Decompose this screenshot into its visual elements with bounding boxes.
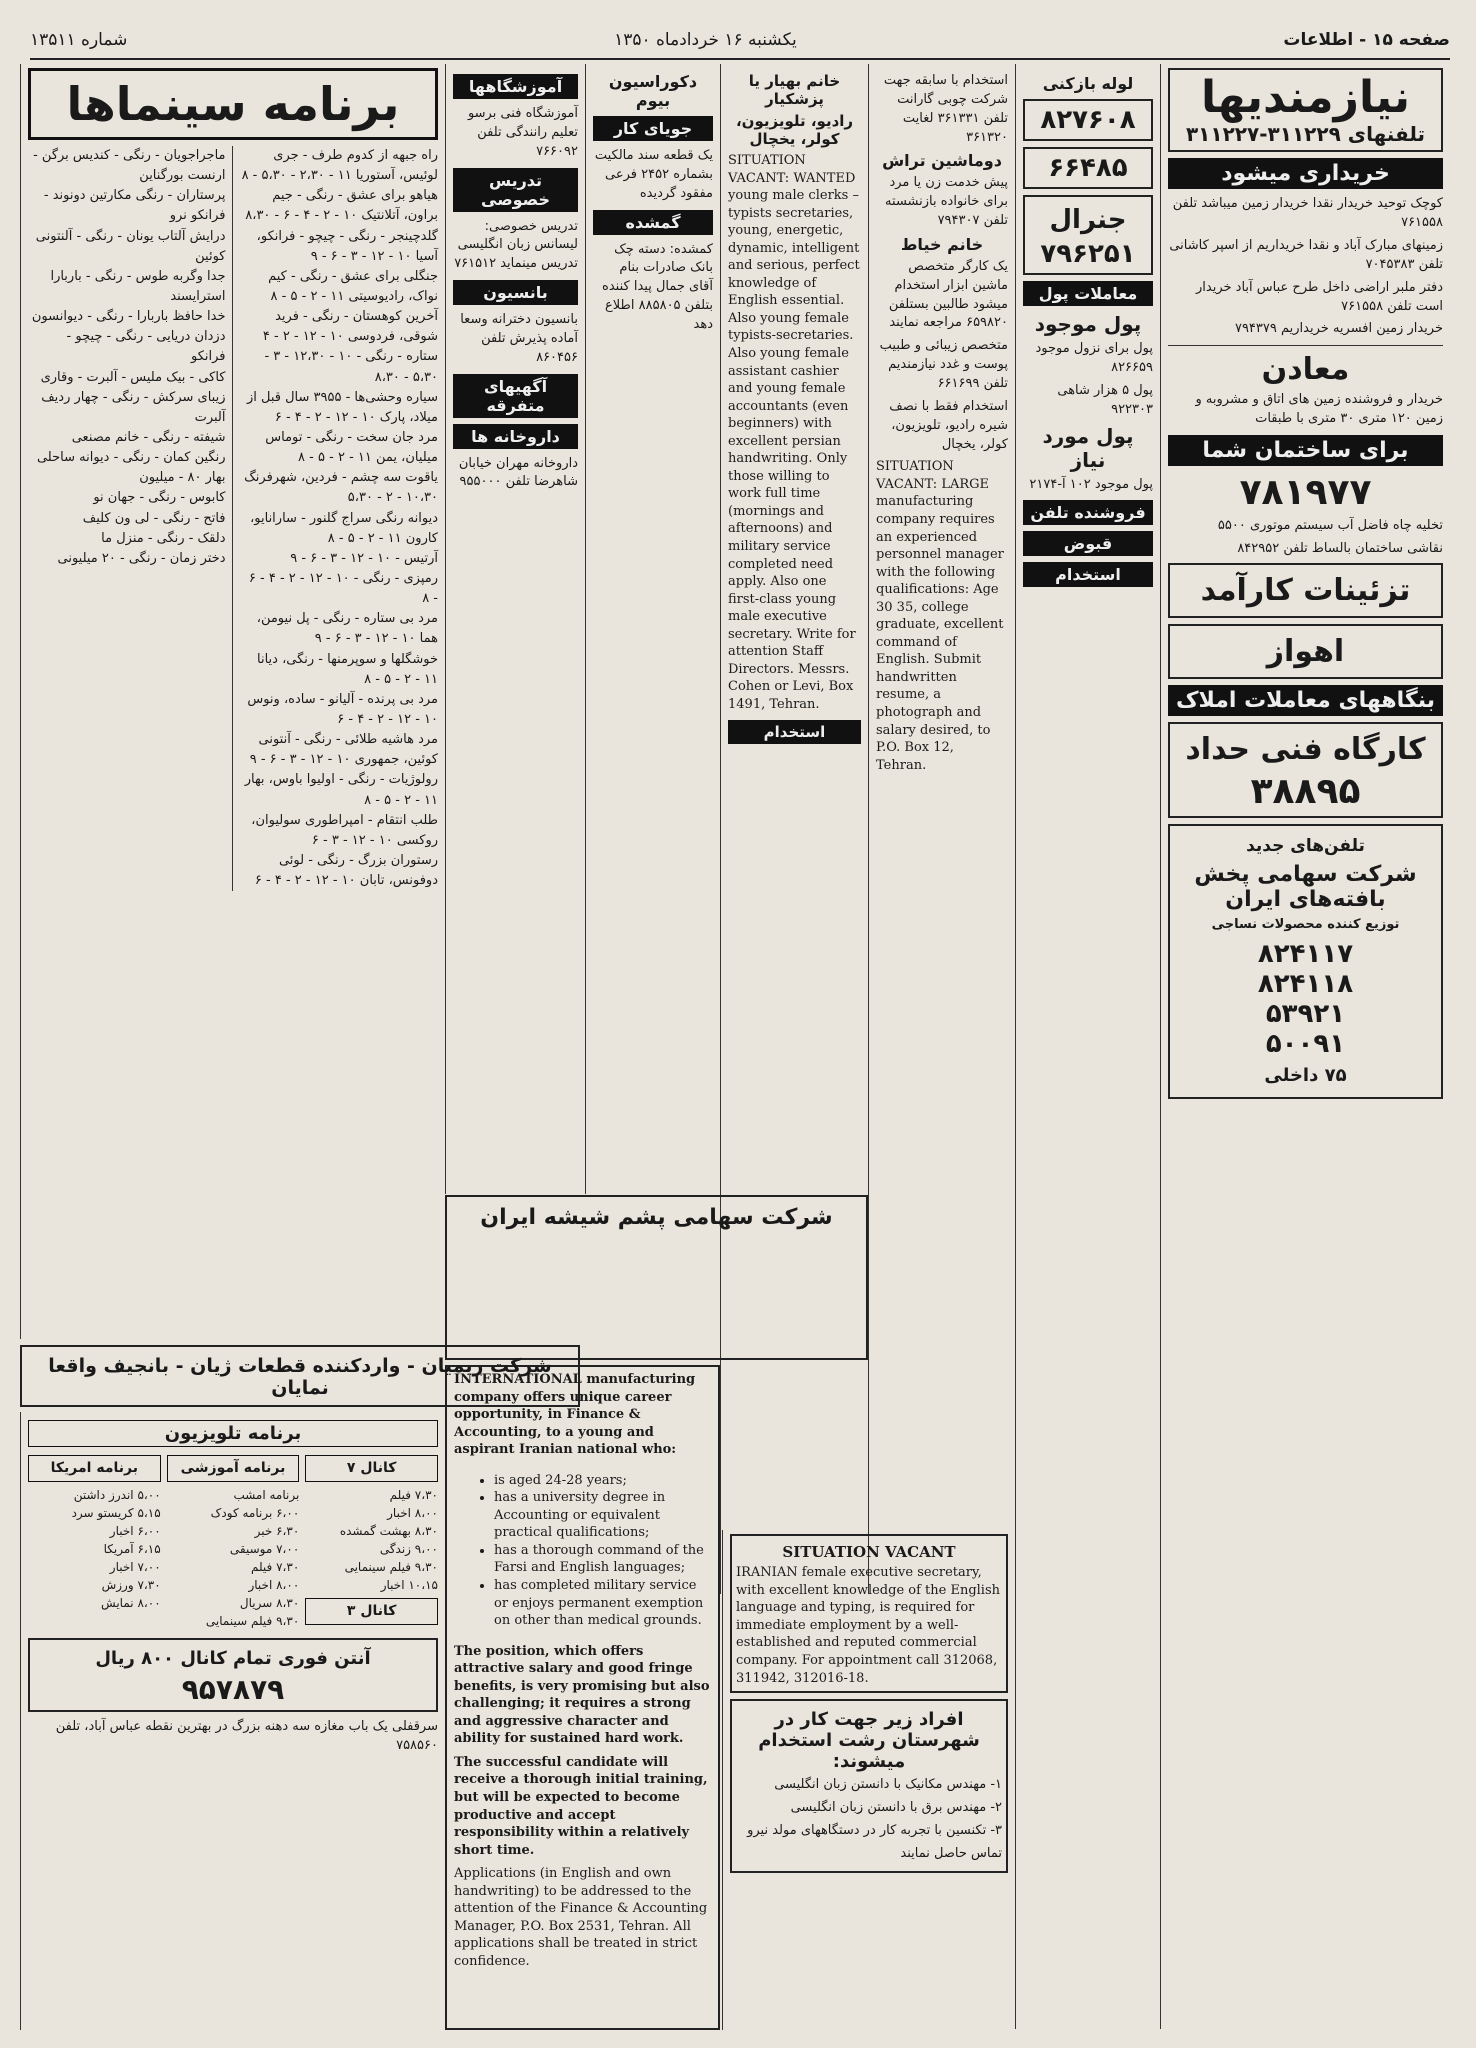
antenna-text: آنتن فوری تمام کانال ۸۰۰ ریال	[95, 1648, 371, 1669]
cinema-item: بهار ۸۰ - میلیون	[139, 470, 226, 486]
tv-item: ۷،۳۰ فیلم	[389, 1488, 438, 1502]
intl-para: The successful candidate will receive a thorough initial training, but will be expected to become productive and accept responsibility within a relatively short time.	[454, 1754, 708, 1858]
classifieds-title: نیازمندیها	[1200, 72, 1411, 123]
radio-label: رادیو، تلویزیون، کولر، یخچال	[735, 112, 854, 148]
cinema-item: رنگین کمان - رنگی - دیوانه ساحلی	[36, 450, 226, 466]
tv-item: ۷،۳۰ فیلم	[250, 1560, 300, 1574]
vacancy2-heading: SITUATION VACANT	[782, 1543, 956, 1561]
antenna-phone: ۹۵۷۸۷۹	[181, 1673, 285, 1706]
bearing-label: دکوراسیون بیوم	[608, 72, 698, 110]
cinema-item: راه جبهه از کدوم طرف - جری لوئیس، آستوریا ۱۱ - ۲،۳۰ - ۵،۳۰ - ۸	[241, 148, 438, 184]
intl-point: • has completed military service or enjoys permanent exemption on other than medical grounds.	[494, 1577, 711, 1630]
cinema-item: مرد بی ستاره - رنگی - پل نیومن، هما ۱۰ - ۱۲ - ۳ - ۶ - ۹	[256, 611, 438, 647]
tv-item: ۸،۳۰ سریال	[239, 1596, 300, 1610]
tv-edu: برنامه آموزشی	[167, 1455, 300, 1482]
textile-box	[1168, 824, 1443, 1100]
section-decor: تزئینات کارآمد	[1200, 572, 1411, 608]
column-education	[445, 64, 585, 1194]
intl-points	[454, 1472, 711, 1630]
tv-col-c	[28, 1451, 161, 1630]
tv-channel7: کانال ۷	[305, 1455, 438, 1482]
section-sale: فروشنده تلفن	[1023, 500, 1153, 525]
page-header	[30, 22, 1450, 60]
tv-item: ۹،۳۰ فیلم سینمایی	[205, 1614, 300, 1628]
column-tv	[20, 1412, 445, 2030]
tv-item: ۸،۳۰ بهشت گمشده	[339, 1524, 438, 1538]
cinema-item: آخرین کوهستان - رنگی - فرید شوقی، فردوسی ۱۰ - ۱۲ - ۲ - ۴	[262, 309, 438, 345]
cinema-item: زیبای سرکش - رنگی - چهار ردیف آلبرت	[41, 389, 226, 425]
cinema-item: ستاره - رنگی - ۱۰ - ۱۲،۳۰ - ۳ - ۵،۳۰ - ۸،۳۰	[264, 349, 438, 385]
section-ahvaz: اهواز	[1266, 633, 1345, 669]
cinema-item: کابوس - رنگی - جهان نو	[93, 490, 226, 506]
cinema-item: هیاهو برای عشق - رنگی - جیم براون، آتلانتیک ۱۰ - ۲ - ۴ - ۶ - ۸،۳۰	[245, 188, 438, 224]
new-phone: ۸۲۴۱۱۷	[1257, 939, 1354, 970]
tv-item: ۵،۰۰ اندرز داشتن	[73, 1488, 161, 1502]
cinema-item: رمپزی - رنگی - ۱۰ - ۱۲ - ۲ - ۴ - ۶ - ۸	[248, 570, 438, 607]
cinema-item: خدا حافظ باربارا - رنگی - دیوانسون	[31, 309, 226, 325]
rasht-item: ۳- تکنسین با تجربه کار در دستگاههای مولد نیرو	[747, 1822, 1002, 1838]
section-lady: بانسیون	[453, 280, 578, 305]
new-phones-label: تلفن‌های جدید	[1246, 835, 1365, 856]
section-private: تدریس خصوصی	[453, 168, 578, 212]
tv-item: ۹،۰۰ زندگی	[379, 1542, 438, 1556]
pool-found: پول موجود	[1034, 312, 1142, 337]
employ-ad: متخصص زیبائی و طبیب پوست و غدد نیازمندیم تلفن ۶۶۱۶۹۹	[879, 338, 1008, 391]
column-pipes	[1015, 64, 1160, 2029]
tv-item: ۸،۰۰ نمایش	[101, 1596, 161, 1610]
pipe-phone: ۶۶۴۸۵	[1048, 153, 1128, 184]
tv-item: ۶،۰۰ اخبار	[109, 1524, 161, 1538]
shop-sale-ad: سرقفلی یک باب مغازه سه دهنه بزرگ در بهترین نقطه عباس آباد، تلفن ۷۵۸۵۶۰	[55, 1719, 438, 1753]
cinema-list-b	[28, 146, 233, 891]
ad-item: نقاشی ساختمان بالساط تلفن ۸۴۲۹۵۲	[1237, 540, 1443, 556]
textile-sub: توزیع کننده محصولات نساجی	[1211, 917, 1400, 933]
tv-col-a	[305, 1451, 438, 1630]
misc-ad: یک قطعه سند مالکیت بشماره ۲۴۵۲ فرعی مفقود گردیده	[594, 148, 713, 201]
tv-item: ۶،۰۰ برنامه کودک	[210, 1506, 300, 1520]
intl-point: • is aged 24-28 years;	[494, 1472, 711, 1490]
cinema-item: دلقک - رنگی - منزل ما	[101, 530, 226, 546]
cinema-list-a	[241, 146, 439, 891]
rimian-ad	[20, 1345, 580, 1407]
ext-label: ۷۵ داخلی	[1264, 1065, 1347, 1087]
rasht-item: ۲- مهندس برق با دانستن زبان انگلیسی	[790, 1799, 1002, 1815]
tv-tonight: برنامه امشب	[233, 1488, 300, 1502]
column-vacancy-rasht	[722, 1530, 1015, 2030]
pipe-box	[1023, 195, 1153, 275]
pipe-phone: ۷۹۶۲۵۱	[1040, 239, 1136, 270]
intl-para: Applications (in English and own handwriting) to be addressed to the attention of the Finance & Accounting Manager, P.O. Box 2531, Tehran. All applications shall be treated in strict confidence.	[454, 1866, 708, 1969]
cinema-item: جدا وگربه طوس - رنگی - باربارا استرایسند	[50, 268, 226, 304]
intl-ad-box	[445, 1365, 720, 2030]
tv-item: ۷،۰۰ اخبار	[109, 1560, 161, 1574]
ad-item: دفتر ملبر اراضی داخل طرح عباس آباد خریدار است تلفن ۷۶۱۵۵۸	[1196, 279, 1443, 314]
cinema-title: برنامه سینماها	[28, 68, 438, 140]
vacancy2-box	[730, 1534, 1008, 1693]
section-pipes: لوله بازکنی	[1042, 74, 1134, 93]
turn-label: دوماشین تراش	[882, 151, 1002, 171]
divider	[1168, 345, 1443, 346]
textile-company: شرکت سهامی پخش بافته‌های ایران	[1194, 862, 1417, 913]
intl-point: • has a thorough command of the Farsi and English languages;	[494, 1542, 711, 1577]
vacancy2-body: IRANIAN female executive secretary, with excellent knowledge of the English language and typing, is required for immediate employment by a well-established and reputed commercial company. For appointment call 312068, 311942, 312016-18.	[736, 1565, 1001, 1686]
misc-ad: آموزشگاه فنی برسو تعلیم رانندگی تلفن ۷۶۶۰۹۲	[467, 106, 578, 159]
tv-item: ۱۰،۱۵ اخبار	[380, 1578, 438, 1592]
section-money: معاملات پول	[1023, 281, 1153, 306]
classifieds-phones: تلفنهای ۳۱۱۲۲۹-۳۱۱۲۲۷	[1185, 122, 1426, 147]
column-cinema	[20, 64, 445, 1339]
ad-item: خریدار و فروشنده زمین های اتاق و مشروبه و زمین ۱۲۰ متری ۳۰ متری با طبقات	[1195, 392, 1443, 427]
misc-ad: بانسیون دخترانه وسعا آماده پذیرش تلفن ۸۶۰۴۵۶	[460, 312, 578, 365]
rasht-title: افراد زیر جهت کار در شهرستان رشت استخدام میشوند:	[758, 1709, 980, 1773]
cinema-item: مرد جان سخت - رنگی - توماس میلیان، یمن ۱۱ - ۲ - ۵ - ۸	[265, 429, 438, 466]
vacancy-english-a: SITUATION VACANT: LARGE manufacturing company requires an experienced personnel manager with the following qualifications: Age 30 35, college graduate, excellent command of English. Submit handwritten resume, a photograph and salary desired, to P.O. Box 12, Tehran.	[876, 459, 1004, 773]
tv-item: ۶،۱۵ آمریکا	[103, 1542, 161, 1556]
general-label: جنرال	[1049, 205, 1127, 236]
decor-box	[1168, 563, 1443, 618]
new-phone: ۸۲۴۱۱۸	[1257, 969, 1354, 1000]
column-classifieds-right	[1160, 64, 1450, 2029]
money-ad: پول برای نزول موجود ۸۲۶۶۵۹	[1035, 341, 1153, 376]
tv-item: ۸،۰۰ اخبار	[387, 1506, 438, 1520]
wool-title: شرکت سهامی پشم شیشه ایران	[480, 1205, 833, 1230]
antenna-ad	[28, 1638, 438, 1712]
rasht-item: ۱- مهندس مکانیک با دانستن زبان انگلیسی	[774, 1777, 1002, 1793]
tv-item: ۷،۳۰ ورزش	[101, 1578, 161, 1592]
misc-ad: داروخانه مهران خیابان شاهرضا تلفن ۹۵۵۰۰۰	[458, 455, 578, 490]
ahvaz-box	[1168, 624, 1443, 679]
cinema-item: دختر زمان - رنگی - ۲۰ میلیونی	[57, 550, 226, 566]
hadad-box	[1168, 722, 1443, 818]
cinema-item: کاکی - بیک ملیس - آلبرت - وقاری	[40, 369, 226, 385]
tv-channel3: کانال ۳	[305, 1598, 438, 1625]
section-misc: آگهیهای متفرقه	[453, 374, 578, 418]
cinema-item: طلب انتقام - امپراطوری سولیوان، روکسی ۱۰ - ۱۲ - ۳ - ۶	[251, 812, 438, 848]
column-employment	[868, 64, 1015, 1594]
cinema-item: مرد هاشیه طلائی - رنگی - آنتونی کوئین، جمهوری ۱۰ - ۱۲ - ۳ - ۶ - ۹	[249, 732, 438, 768]
cinema-item: دزدان دریایی - رنگی - چیچو - فرانکو	[66, 329, 226, 365]
section-work-seek: جویای کار	[593, 116, 713, 141]
section-realty: بنگاههای معاملات املاک	[1168, 685, 1443, 716]
khayyat-label: خانم خیاط	[900, 234, 984, 254]
ad-item: خریدار زمین افسریه خریداریم ۷۹۴۳۷۹	[1234, 321, 1443, 337]
vacancy-english-b: SITUATION VACANT: WANTED young male clerks – typists secretaries, young, energetic, dynamic, intelligent and serious, perfect knowledge of English essential. Also young female typists-secretaries. Also young female assistant cashier and young female accountants (even beginners) with excellent persian handwriting. Only those willing to work full time (mornings and afternoons) and military service completed need apply. Also one first-class young male executive secretary. Write for attention Staff Directors. Messrs. Cohen or Levi, Box 1491, Tehran.	[728, 153, 860, 712]
nurse-label: خانم بهیار یا پزشکیار	[748, 72, 841, 108]
cinema-item: جنگلی برای عشق - رنگی - کیم نواک، رادیوسیتی ۱۱ - ۲ - ۵ - ۸	[268, 268, 438, 304]
cinema-item: مرد بی پرنده - آلیانو - ساده، ونوس ۱۰ - ۱۲ - ۲ - ۴ - ۶	[247, 691, 438, 727]
page-date: یکشنبه ۱۶ خردادماه ۱۳۵۰	[614, 30, 797, 50]
misc-ad: تدریس خصوصی: لیسانس زبان انگلیسی تدریس مینماید ۷۶۱۵۱۲	[454, 218, 578, 272]
rasht-contact: تماس حاصل نمایند	[900, 1845, 1002, 1861]
section-loan: قبوض	[1023, 531, 1153, 556]
section-mines: معادن	[1261, 352, 1350, 388]
employ-ad: یک کارگر متخصص ماشین ابزار استخدام میشود طالبین بستلفن ۶۵۹۸۲۰ مراجعه نمایند	[888, 258, 1008, 331]
cinema-item: دیوانه رنگی سراج گلنور - سارانایو، کارون ۱۱ - ۲ - ۵ - ۸	[250, 510, 438, 546]
cinema-lists	[28, 146, 438, 891]
tv-title: برنامه تلویزیون	[28, 1420, 438, 1447]
cinema-item: پرستاران - رنگی مکارتین دونوند - فرانکو نرو	[43, 188, 226, 224]
section-edu: آموزشگاهها	[453, 74, 578, 99]
classifieds-banner	[1168, 68, 1443, 152]
pipe-phone: ۸۲۷۶۰۸	[1040, 105, 1136, 136]
section-pharm: داروخانه ها	[453, 424, 578, 449]
section-buyers: خریداری میشود	[1168, 158, 1443, 189]
rimian-text: شرکت ریمیان - واردکننده قطعات ژیان - بانجیف واقعا نمایان	[48, 1355, 552, 1399]
column-misc	[585, 64, 720, 1194]
cinema-item: سیاره وحشی‌ها - ۳۹۵۵ سال قبل از میلاد، پارک ۱۰ - ۱۲ - ۲ - ۴ - ۶	[246, 389, 438, 425]
pool-need: پول مورد نیاز	[1042, 423, 1134, 472]
employ-ad: استخدام با سابقه جهت شرکت چوبی گارانت تلفن ۳۶۱۳۳۱ لغایت ۳۶۱۳۲۰	[883, 73, 1008, 145]
page-number: صفحه ۱۵ - اطلاعات	[1283, 30, 1450, 50]
cinema-item: فاتح - رنگی - لی ون کلیف	[82, 510, 226, 526]
build-phone: ۷۸۱۹۷۷	[1239, 471, 1372, 513]
intl-para: The position, which offers attractive salary and good fringe benefits, is very promising but also challenging; it requires a strong and aggressive character and ability for sustained hard work.	[454, 1643, 710, 1747]
section-positions: استخدام	[728, 720, 861, 744]
section-found: گمشده	[593, 210, 713, 235]
employ-ad: پیش خدمت زن یا مرد برای خانواده بازنشسته تلفن ۷۹۴۳۰۷	[885, 175, 1008, 229]
new-phone: ۵۳۹۲۱	[1265, 999, 1346, 1030]
cinema-item: رولوژیات - رنگی - اولیوا باوس، بهار ۱۱ - ۲ - ۵ - ۸	[244, 772, 438, 808]
cinema-item: خوشگلها و سوپرمنها - رنگی، دیانا ۱۱ - ۲ - ۵ - ۸	[256, 651, 438, 687]
pipe-box	[1023, 147, 1153, 189]
intl-point: • has a university degree in Accounting or equivalent practical qualifications;	[494, 1489, 711, 1542]
section-employ: استخدام	[1023, 562, 1153, 587]
tv-item: ۵،۱۵ کریستو سرد	[71, 1506, 161, 1520]
wool-company-ad	[445, 1195, 868, 1360]
rasht-box	[730, 1699, 1008, 1873]
money-ad: پول موجود ۱۰۲ آ-۲۱۷۴	[1029, 476, 1153, 492]
ad-item: زمینهای مبارک آباد و نقدا خریداریم از اسپر کاشانی تلفن ۷۰۴۵۳۸۳	[1169, 238, 1443, 272]
pipe-box	[1023, 99, 1153, 141]
tv-item: ۷،۰۰ موسیقی	[229, 1542, 300, 1556]
tv-america: برنامه امریکا	[28, 1455, 161, 1482]
money-ad: پول ۵ هزار شاهی ۹۲۲۳۰۳	[1057, 382, 1153, 417]
tv-col-b	[167, 1451, 300, 1630]
new-phone: ۵۰۰۹۱	[1265, 1029, 1346, 1060]
cinema-item: درایش آلتاب یونان - رنگی - آلنتونی کوئین	[35, 228, 226, 264]
hadad-phone: ۳۸۸۹۵	[1250, 770, 1361, 812]
intl-heading: INTERNATIONAL manufacturing company offers unique career opportunity, in Finance & Accounting, to a young and aspirant Iranian national who:	[454, 1372, 696, 1458]
employ-ad: استخدام فقط با نصف شیره رادیو، تلویزیون، کولر، یخچال	[889, 398, 1008, 452]
section-build: برای ساختمان شما	[1168, 435, 1443, 466]
cinema-item: آرتیس - ۱۰ - ۱۲ - ۳ - ۶ - ۹	[290, 550, 438, 566]
misc-ad: کمشده: دسته چک بانک صادرات بنام آقای جمال پیدا کننده بتلفن ۸۸۵۸۰۵ اطلاع دهد	[602, 241, 713, 332]
ad-item: تخلیه چاه فاضل آب سیستم موتوری ۵۵۰۰	[1217, 517, 1443, 533]
cinema-item: شیفته - رنگی - خانم مصنعی	[71, 429, 226, 445]
cinema-item: ماجراجویان - رنگی - کندیس برگن - ارنست بورگناین	[33, 148, 226, 184]
cinema-item: یاقوت سه چشم - فردین، شهرفرنگ ۱۰،۳۰ - ۲ - ۵،۳۰	[244, 470, 438, 506]
column-vacancies	[720, 64, 868, 1594]
tv-grid	[28, 1451, 438, 1630]
cinema-item: گلدچینجر - رنگی - چیچو - فرانکو، آسیا ۱۰ - ۱۲ - ۳ - ۶ - ۹	[256, 228, 438, 264]
ad-item: کوچک توحید خریدار نقدا خریدار زمین میباشد تلفن ۷۶۱۵۵۸	[1172, 196, 1443, 231]
cinema-item: رستوران بزرگ - رنگی - لوئی دوفونس، تابان ۱۰ - ۱۲ - ۲ - ۴ - ۶	[254, 852, 438, 889]
issue-number: شماره ۱۳۵۱۱	[30, 30, 128, 50]
tv-item: ۶،۳۰ خبر	[254, 1524, 300, 1538]
hadad-title: کارگاه فنی حداد	[1185, 731, 1426, 767]
tv-item: ۹،۳۰ فیلم سینمایی	[344, 1560, 438, 1574]
tv-item: ۸،۰۰ اخبار	[248, 1578, 300, 1592]
